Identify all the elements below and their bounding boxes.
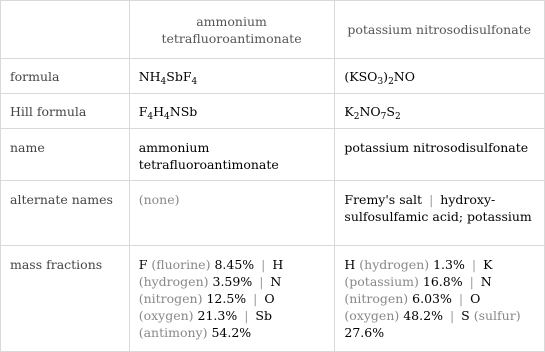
alternate-names-value-2: Fremy's salt | hydroxy-sulfosulfamic acid; potassium	[335, 181, 545, 246]
formula-value-1: $NH_4SbF_4$	[129, 59, 335, 94]
name-row	[1, 129, 545, 181]
hill-formula-value-2: $K_2NO_7S_2$	[335, 94, 545, 129]
row-label-formula: formula	[1, 59, 130, 94]
formula-row	[1, 59, 545, 94]
mass-fraction-item: H (hydrogen) 3.59%	[138, 257, 284, 289]
alternate-names-row	[1, 181, 545, 246]
header-row	[1, 1, 545, 59]
name-value-2: potassium nitrosodisulfonate	[335, 129, 545, 181]
hill-formula-row	[1, 94, 545, 129]
mass-fractions-row	[1, 246, 545, 352]
column-header-1: ammonium tetrafluoroantimonate	[129, 1, 335, 59]
alternate-names-value-1: (none)	[129, 181, 335, 246]
mass-fraction-item: S (sulfur) 27.6%	[344, 308, 521, 340]
name-value-1: ammonium tetrafluoroantimonate	[129, 129, 335, 181]
row-label-name: name	[1, 129, 130, 181]
hill-formula-value-1: $F_4H_4NSb$	[129, 94, 335, 129]
mass-fraction-item: O (oxygen) 48.2%	[344, 291, 481, 323]
corner-cell	[1, 1, 130, 59]
mass-fraction-item: K (potassium) 16.8%	[344, 257, 493, 289]
mass-fractions-value-2: H (hydrogen) 1.3% | K (potassium) 16.8% | N (nitrogen) 6.03% | O (oxygen) 48.2% | S (sulfur) 27.6%	[335, 246, 545, 352]
formula-value-2: $(KSO_3)_2NO$	[335, 59, 545, 94]
mass-fraction-item: Sb (antimony) 54.2%	[138, 308, 272, 340]
mass-fraction-item: H (hydrogen) 1.3%	[344, 257, 465, 272]
mass-fractions-value-1: F (fluorine) 8.45% | H (hydrogen) 3.59% | N (nitrogen) 12.5% | O (oxygen) 21.3% | Sb (antimony) 54.2%	[129, 246, 335, 352]
mass-fraction-item: N (nitrogen) 12.5%	[138, 274, 282, 306]
mass-fraction-item: F (fluorine) 8.45%	[138, 257, 255, 272]
column-header-2: potassium nitrosodisulfonate	[335, 1, 545, 59]
mass-fraction-item: O (oxygen) 21.3%	[138, 291, 275, 323]
mass-fraction-item: N (nitrogen) 6.03%	[344, 274, 492, 306]
row-label-alternate-names: alternate names	[1, 181, 130, 246]
row-label-hill-formula: Hill formula	[1, 94, 130, 129]
row-label-mass-fractions: mass fractions	[1, 246, 130, 352]
